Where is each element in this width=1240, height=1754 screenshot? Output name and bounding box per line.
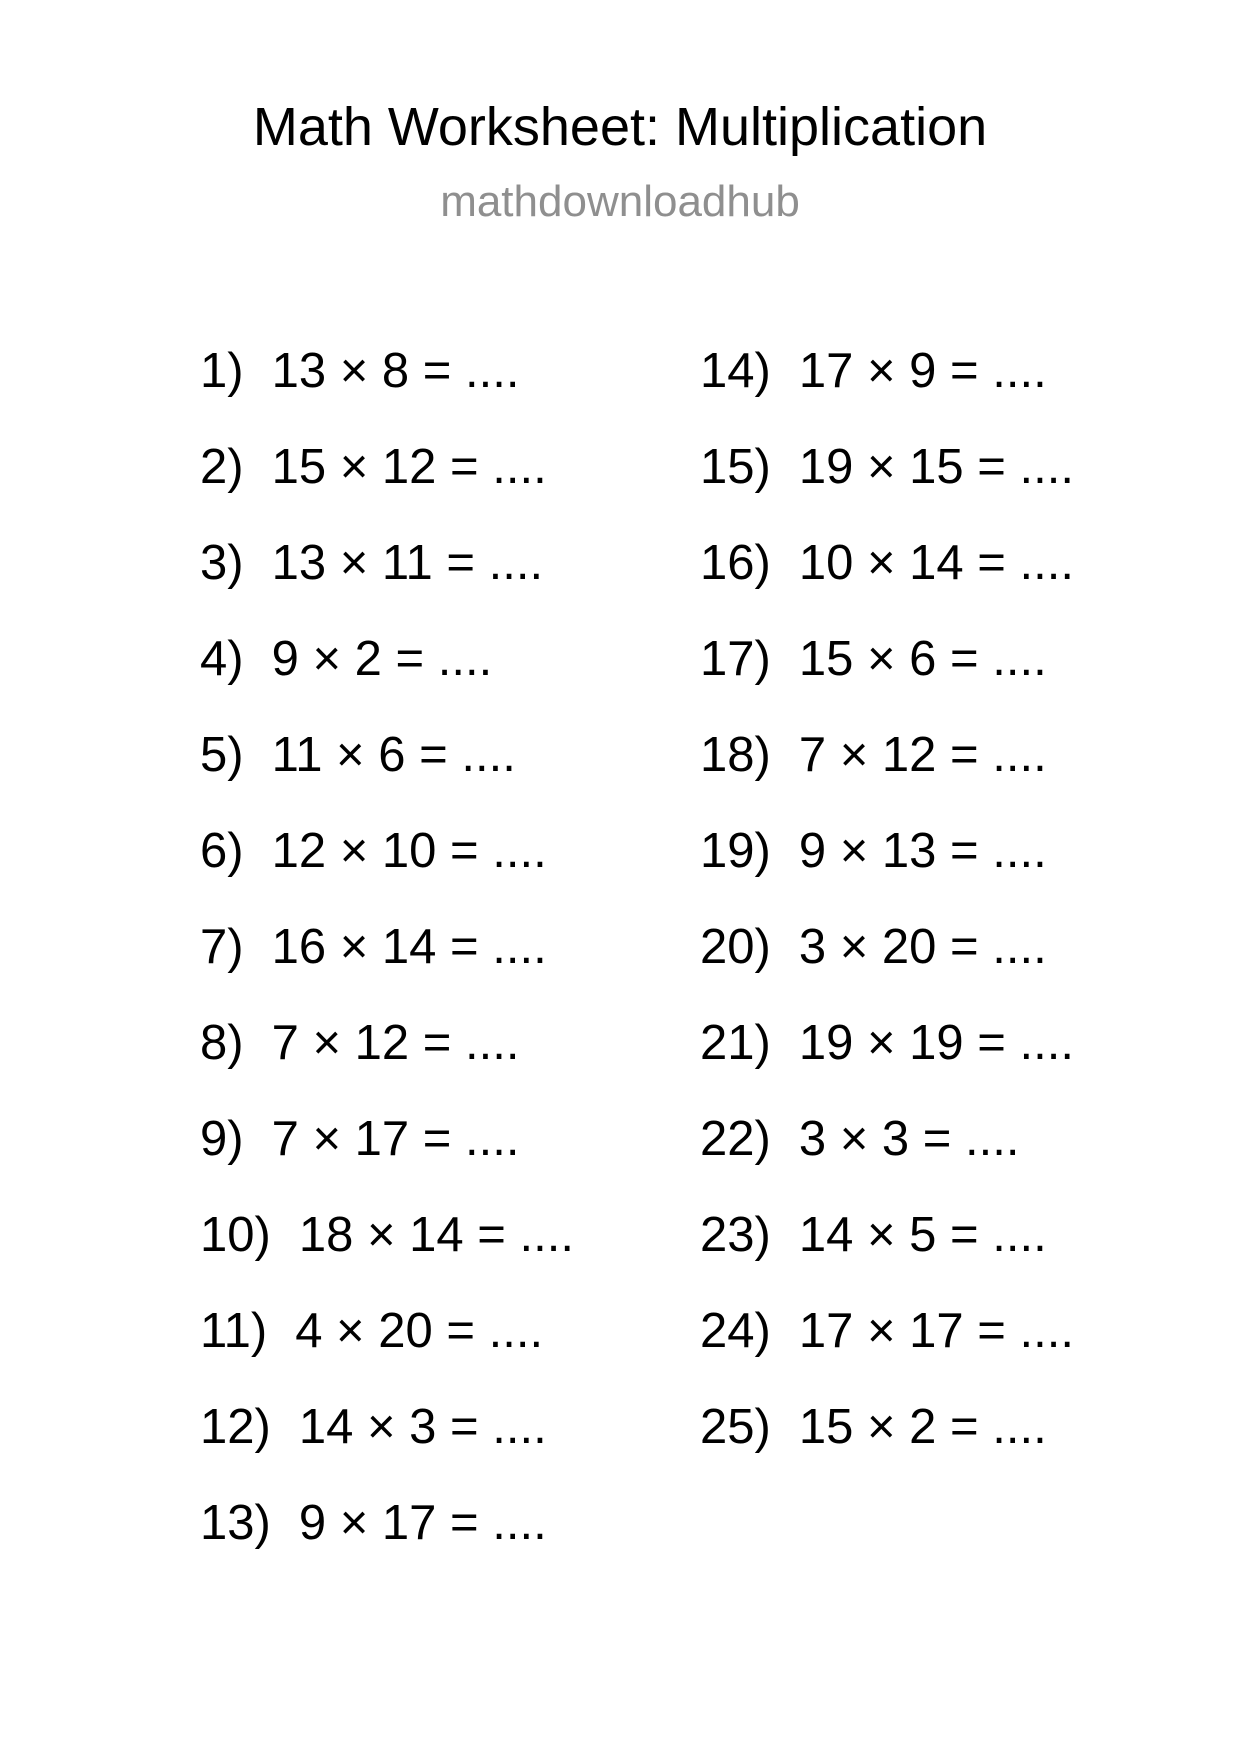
problem-expression: 13 × 8 = ....: [271, 343, 520, 398]
problem-expression: 19 × 15 = ....: [798, 439, 1074, 494]
problem-number: 15): [700, 439, 771, 494]
problem-row: [700, 1091, 1074, 1187]
problem-expression: 15 × 6 = ....: [798, 631, 1047, 686]
problem-row: [700, 1187, 1074, 1283]
problem-row: [200, 419, 574, 515]
problem-number: 22): [700, 1111, 771, 1166]
problem-row: [700, 803, 1074, 899]
problem-number: 25): [700, 1399, 771, 1454]
problem-row: [200, 323, 574, 419]
problem-expression: 7 × 12 = ....: [798, 727, 1047, 782]
problems-column-right: [700, 323, 1074, 1475]
problem-row: [200, 1091, 574, 1187]
problem-number: 2): [200, 439, 244, 494]
problem-expression: 11 × 6 = ....: [271, 727, 516, 782]
problem-row: [700, 323, 1074, 419]
problems-column-left: [200, 323, 574, 1571]
problem-row: [200, 899, 574, 995]
problem-number: 23): [700, 1207, 771, 1262]
problem-row: [200, 1187, 574, 1283]
problem-number: 20): [700, 919, 771, 974]
problem-number: 19): [700, 823, 771, 878]
problem-number: 7): [200, 919, 244, 974]
problem-row: [700, 1283, 1074, 1379]
problem-expression: 4 × 20 = ....: [295, 1303, 544, 1358]
problem-number: 21): [700, 1015, 771, 1070]
problem-row: [200, 803, 574, 899]
problem-row: [200, 1379, 574, 1475]
problem-row: [200, 707, 574, 803]
problem-expression: 3 × 3 = ....: [798, 1111, 1020, 1166]
problem-number: 9): [200, 1111, 244, 1166]
problem-expression: 14 × 5 = ....: [798, 1207, 1047, 1262]
problem-number: 1): [200, 343, 244, 398]
problem-expression: 10 × 14 = ....: [798, 535, 1074, 590]
problem-row: [200, 1475, 574, 1571]
problem-expression: 16 × 14 = ....: [271, 919, 547, 974]
problem-row: [700, 899, 1074, 995]
problem-number: 18): [700, 727, 771, 782]
problem-number: 11): [200, 1303, 268, 1358]
problem-number: 6): [200, 823, 244, 878]
problem-row: [200, 515, 574, 611]
problem-expression: 3 × 20 = ....: [798, 919, 1047, 974]
problem-row: [700, 1379, 1074, 1475]
problem-row: [200, 611, 574, 707]
problem-row: [700, 707, 1074, 803]
problem-number: 16): [700, 535, 771, 590]
problem-expression: 17 × 9 = ....: [798, 343, 1047, 398]
problem-number: 24): [700, 1303, 771, 1358]
problem-expression: 14 × 3 = ....: [298, 1399, 547, 1454]
problem-expression: 17 × 17 = ....: [798, 1303, 1074, 1358]
page-subtitle: mathdownloadhub: [440, 177, 800, 226]
problem-expression: 7 × 12 = ....: [271, 1015, 520, 1070]
problem-number: 17): [700, 631, 771, 686]
problem-expression: 18 × 14 = ....: [298, 1207, 574, 1262]
problem-row: [700, 995, 1074, 1091]
problem-expression: 12 × 10 = ....: [271, 823, 547, 878]
problem-row: [700, 515, 1074, 611]
problem-expression: 9 × 2 = ....: [271, 631, 493, 686]
problem-number: 13): [200, 1495, 271, 1550]
problem-expression: 19 × 19 = ....: [798, 1015, 1074, 1070]
problem-expression: 9 × 17 = ....: [298, 1495, 547, 1550]
problem-expression: 15 × 2 = ....: [798, 1399, 1047, 1454]
problem-expression: 7 × 17 = ....: [271, 1111, 520, 1166]
problem-number: 5): [200, 727, 244, 782]
problem-expression: 9 × 13 = ....: [798, 823, 1047, 878]
problem-row: [200, 1283, 574, 1379]
problem-number: 4): [200, 631, 244, 686]
problem-row: [200, 995, 574, 1091]
page-title: Math Worksheet: Multiplication: [252, 97, 988, 157]
problem-expression: 15 × 12 = ....: [271, 439, 547, 494]
problem-expression: 13 × 11 = ....: [271, 535, 544, 590]
problem-row: [700, 419, 1074, 515]
problem-number: 8): [200, 1015, 244, 1070]
problem-number: 14): [700, 343, 771, 398]
problem-number: 10): [200, 1207, 271, 1262]
problem-row: [700, 611, 1074, 707]
problem-number: 3): [200, 535, 244, 590]
problem-number: 12): [200, 1399, 271, 1454]
